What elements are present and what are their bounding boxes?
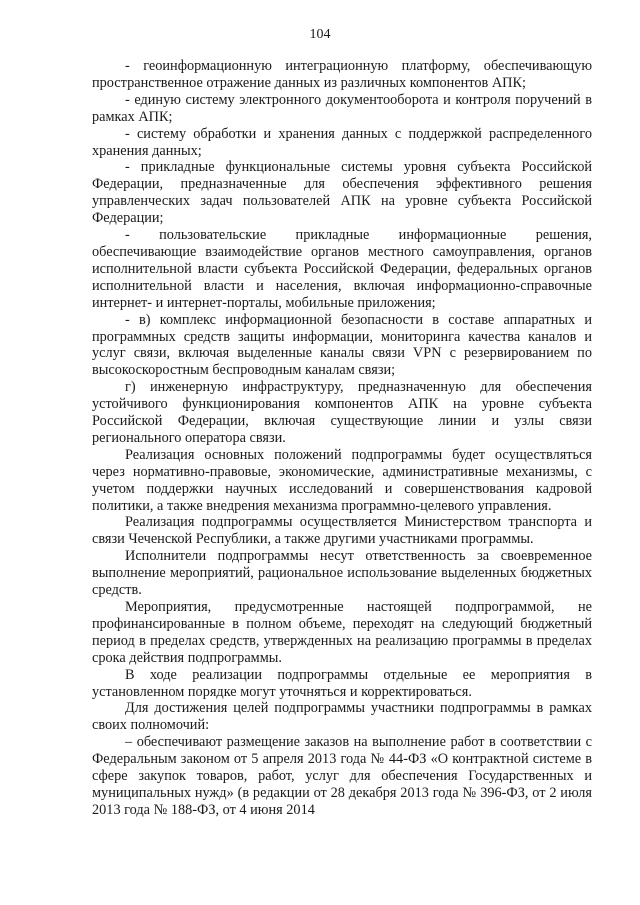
paragraph-unfunded-activities: Мероприятия, предусмотренные настоящей подпрограммой, не профинансированные в полном объеме, переходят на следующий бюджетный период в пределах средств, утвержденных на реализацию программы в пределах срока действия подпрограммы. [92, 599, 592, 666]
paragraph-geoinformation-platform: - геоинформационную интеграционную платформу, обеспечивающую пространственное отражение данных из различных компонентов АПК; [92, 58, 592, 91]
paragraph-data-storage-system: - систему обработки и хранения данных с поддержкой распределенного хранения данных; [92, 125, 592, 159]
paragraph-executors-responsibility: Исполнители подпрограммы несут ответственность за своевременное выполнение мероприятий, рациональное использование выделенных бюджетных средств. [92, 548, 592, 599]
paragraph-security-complex: - в) комплекс информационной безопасности в составе аппаратных и программных средств защиты информации, мониторинга качества каналов и услуг связи, включая выделенные каналы связи VPN с резервированием по высокоскоростным беспроводным каналам связи; [92, 311, 592, 379]
paragraph-implementation-mechanisms: Реализация основных положений подпрограммы будет осуществляться через нормативно-правовые, экономические, административные механизмы, с учетом поддержки научных исследований и совершенствования кадровой политики, а также внедрения механизма программно-целевого управления. [92, 446, 592, 514]
paragraph-ministry-responsibility: Реализация подпрограммы осуществляется Министерством транспорта и связи Чеченской Республики, а также другими участниками программы. [92, 514, 592, 548]
paragraph-procurement-law: – обеспечивают размещение заказов на выполнение работ в соответствии с Федеральным законом от 5 апреля 2013 года № 44-ФЗ «О контрактной системе в сфере закупок товаров, работ, услуг для обеспечения Государственных и муниципальных нужд» (в редакции от 28 декабря 2013 года № 396-ФЗ, от 2 июля 2013 года № 188-ФЗ, от 4 июня 2014 [92, 734, 592, 818]
document-body [92, 58, 592, 819]
paragraph-participants-powers: Для достижения целей подпрограммы участники подпрограммы в рамках своих полномочий: [92, 700, 592, 734]
paragraph-activity-adjustment: В ходе реализации подпрограммы отдельные ее мероприятия в установленном порядке могут уточняться и корректироваться. [92, 666, 592, 700]
paragraph-user-solutions: - пользовательские прикладные информационные решения, обеспечивающие взаимодействие органов местного самоуправления, органов исполнительной власти субъекта Российской Федерации, федеральных органов исполнительной власти и населения, включая информационно-справочные интернет- и интернет-порталы, мобильные приложения; [92, 227, 592, 311]
paragraph-engineering-infrastructure: г) инженерную инфраструктуру, предназначенную для обеспечения устойчивого функционирования компонентов АПК на уровне субъекта Российской Федерации, включая существующие линии и узлы связи регионального оператора связи. [92, 379, 592, 446]
page-number: 104 [309, 27, 331, 42]
paragraph-document-flow-system: - единую систему электронного документооборота и контроля поручений в рамках АПК; [92, 91, 592, 125]
paragraph-functional-systems: - прикладные функциональные системы уровня субъекта Российской Федерации, предназначенные для обеспечения эффективного решения управленческих задач пользователей АПК на уровне субъекта Российской Федерации; [92, 159, 592, 227]
